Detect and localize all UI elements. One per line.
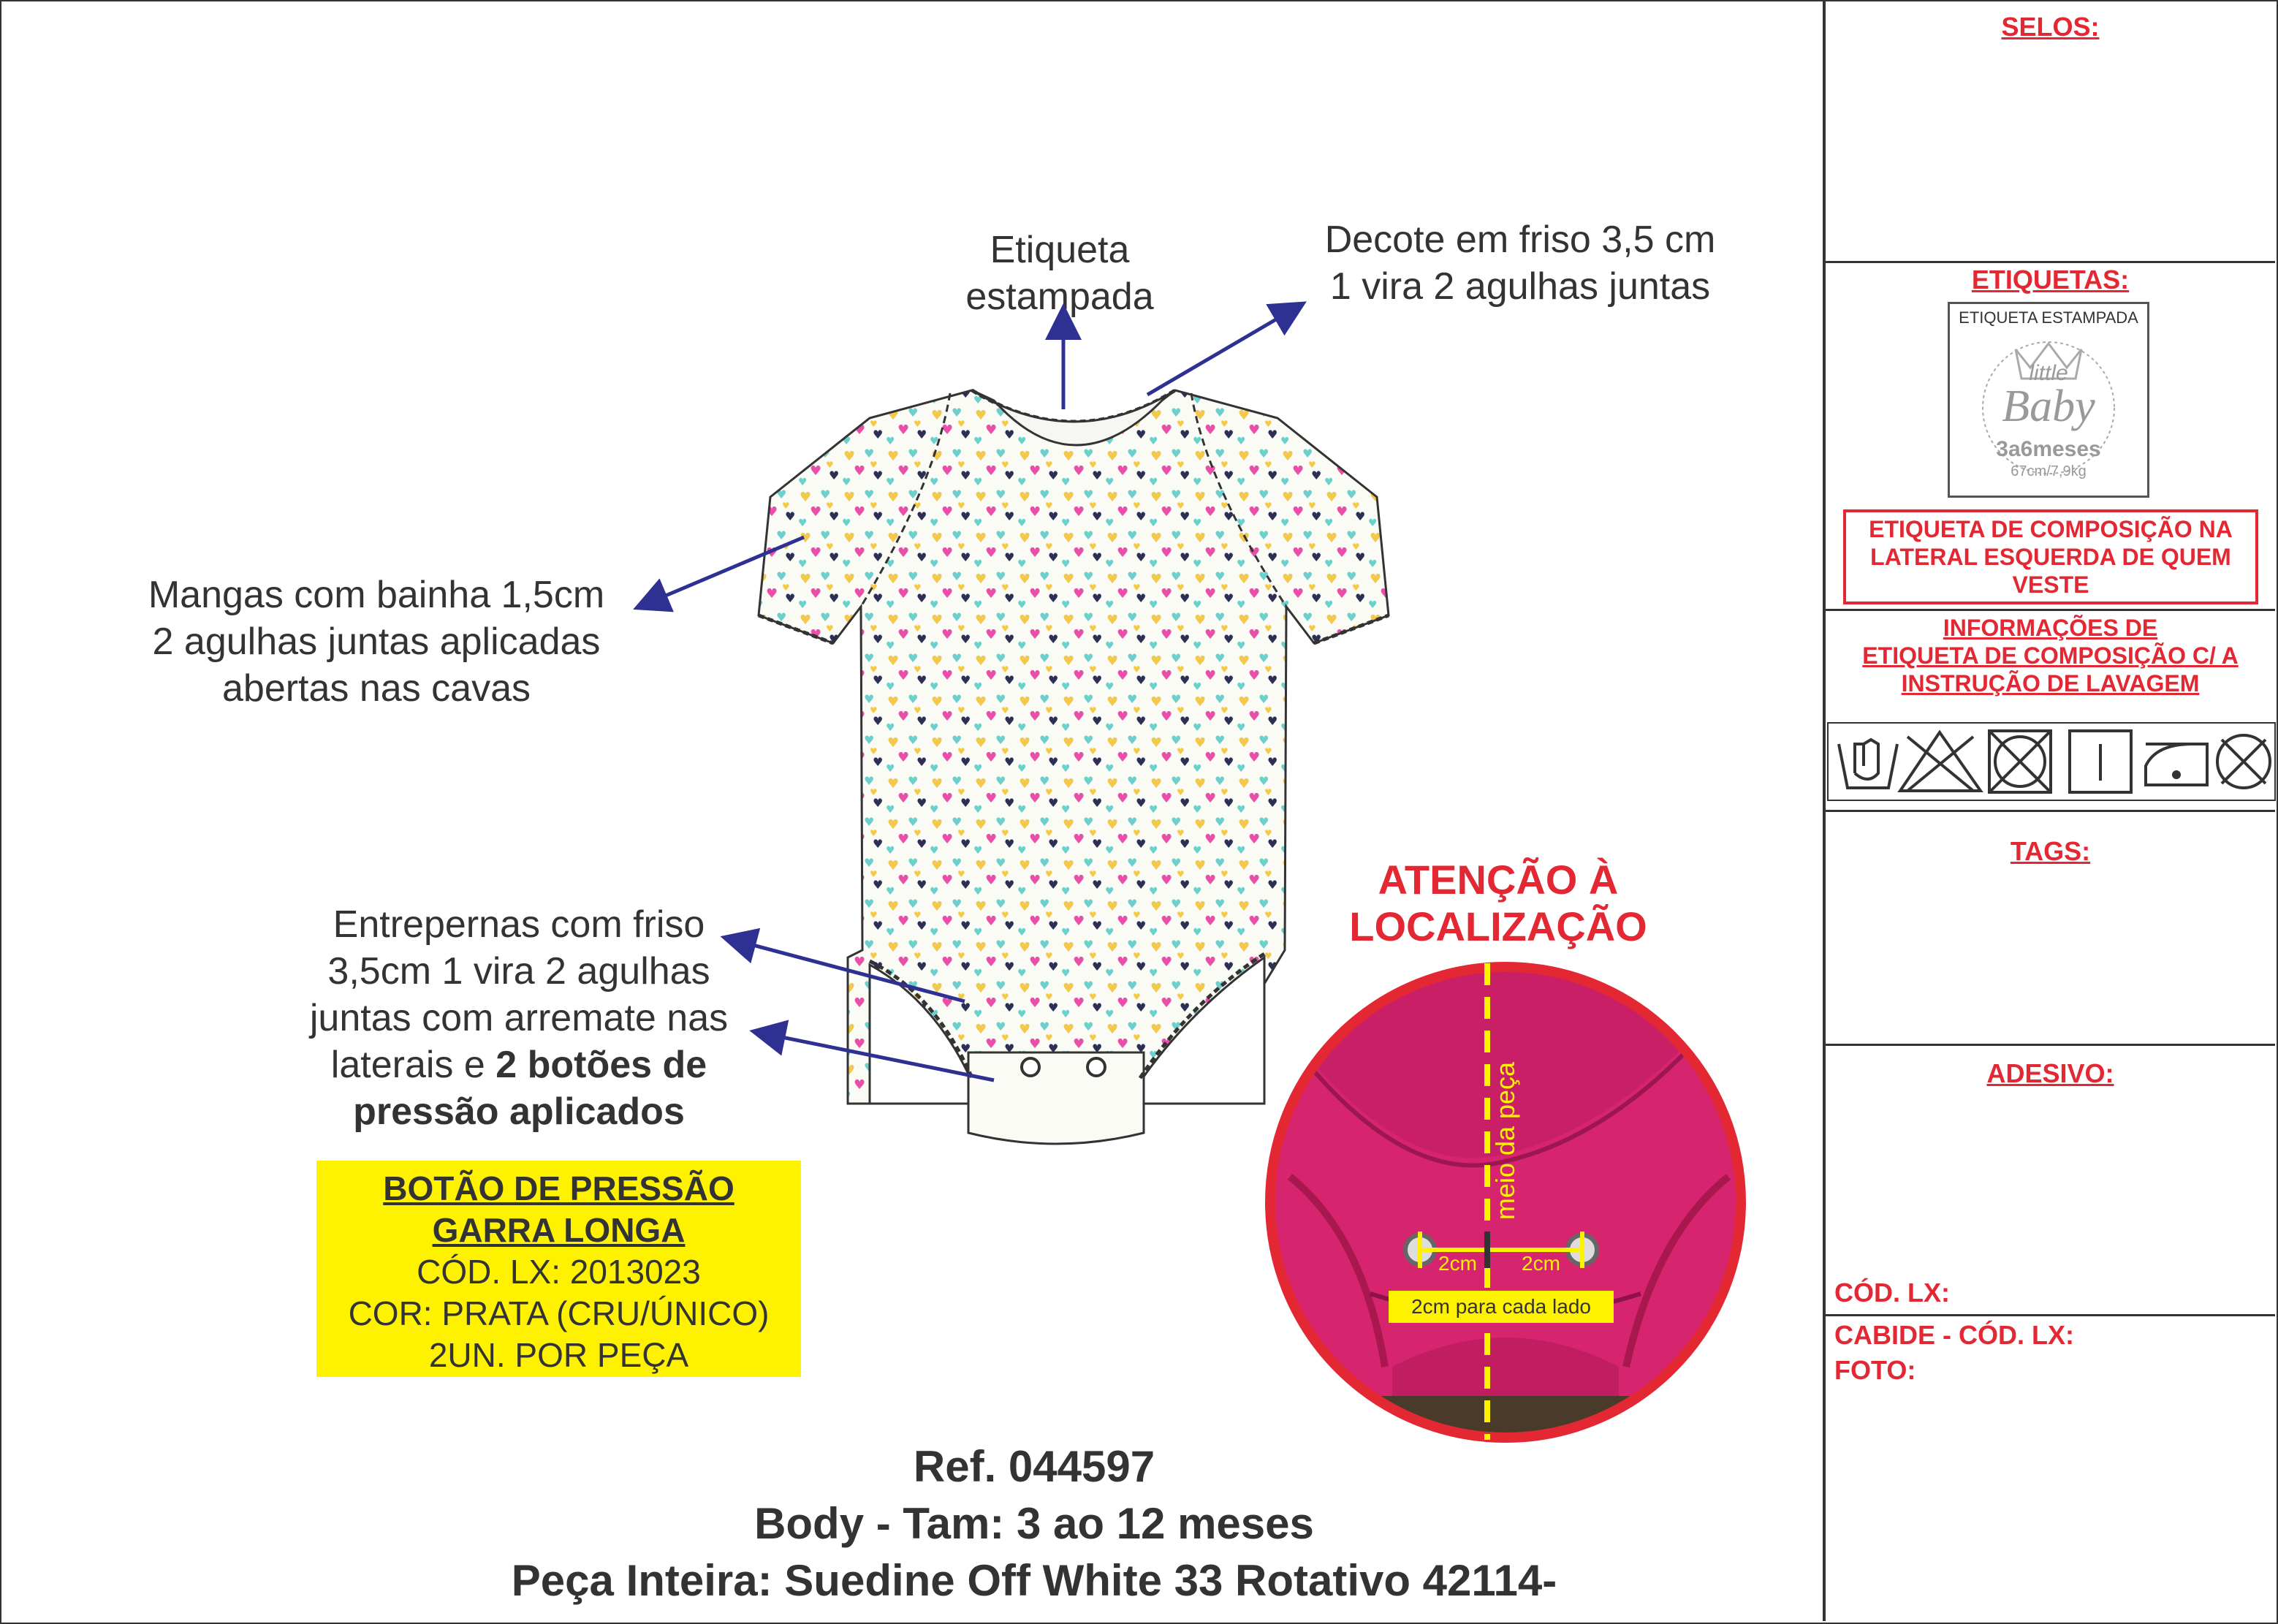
- middle-label: meio da peça: [1490, 1061, 1520, 1221]
- attention-title: ATENÇÃO À LOCALIZAÇÃO: [1349, 857, 1647, 949]
- printed-label-measure: 67cm/7,9kg: [2011, 463, 2087, 479]
- reference-number: Ref. 044597: [913, 1442, 1155, 1491]
- distance-right-label: 2cm: [1522, 1252, 1560, 1275]
- hand-wash-icon: [1839, 740, 1897, 788]
- callout-entrepernas: Entrepernas com friso 3,5cm 1 vira 2 agulhas juntas com arremate nas laterais e 2 botões de pressão aplicados: [309, 903, 729, 1133]
- divider: [1823, 1044, 2275, 1046]
- arrow-entrepernas: [731, 939, 965, 1001]
- product-description: Body - Tam: 3 ao 12 meses: [754, 1499, 1314, 1548]
- section-adesivo: ADESIVO:: [1986, 1058, 2114, 1088]
- hanger-code-label: CABIDE - CÓD. LX:: [1834, 1320, 2074, 1350]
- care-icons: [1827, 722, 2273, 798]
- section-tags: TAGS:: [2010, 836, 2091, 866]
- care-info-heading: INFORMAÇÕES DE ETIQUETA DE COMPOSIÇÃO C/ A INSTRUÇÃO DE LAVAGEM: [1862, 615, 2239, 697]
- printed-label-header: ETIQUETA ESTAMPADA: [1959, 308, 2138, 327]
- line-dry-icon: [2070, 731, 2131, 792]
- divider: [1823, 810, 2275, 812]
- distance-note: 2cm para cada lado: [1389, 1291, 1614, 1323]
- printed-label-brand-small: little: [2029, 361, 2068, 385]
- callout-decote: Decote em friso 3,5 cm 1 vira 2 agulhas juntas: [1324, 219, 1716, 308]
- arrow-mangas: [643, 537, 804, 605]
- no-tumble-dry-icon: [1989, 731, 2051, 792]
- iron-low-icon: [2146, 744, 2207, 785]
- divider: [1823, 1314, 2275, 1316]
- photo-label: FOTO:: [1834, 1355, 1916, 1385]
- printed-label: [1948, 302, 2149, 498]
- distance-left-label: 2cm: [1438, 1252, 1477, 1275]
- callout-etiqueta: Etiqueta estampada: [965, 229, 1154, 318]
- arrow-decote: [1147, 307, 1297, 395]
- printed-label-brand: Baby: [2002, 382, 2095, 431]
- divider: [1823, 609, 2275, 611]
- fabric-description: Peça Inteira: Suedine Off White 33 Rotativo 42114-: [511, 1556, 1557, 1605]
- cod-lx-label: CÓD. LX:: [1834, 1278, 1950, 1308]
- section-etiquetas: ETIQUETAS:: [1971, 265, 2130, 295]
- callout-mangas: Mangas com bainha 1,5cm 2 agulhas juntas aplicadas abertas nas cavas: [148, 574, 605, 710]
- composition-label-note: ETIQUETA DE COMPOSIÇÃO NA LATERAL ESQUERDA DE QUEM VESTE: [1843, 509, 2258, 604]
- no-dry-clean-icon: [2217, 735, 2270, 788]
- printed-label-size: 3a6meses: [1996, 437, 2101, 461]
- divider: [1823, 261, 2275, 263]
- arrow-buttons: [760, 1033, 994, 1080]
- button-spec-box: BOTÃO DE PRESSÃO GARRA LONGA CÓD. LX: 2013023 COR: PRATA (CRU/ÚNICO) 2UN. POR PEÇA: [316, 1161, 801, 1377]
- section-selos: SELOS:: [2001, 12, 2100, 42]
- no-bleach-icon: [1900, 732, 1981, 791]
